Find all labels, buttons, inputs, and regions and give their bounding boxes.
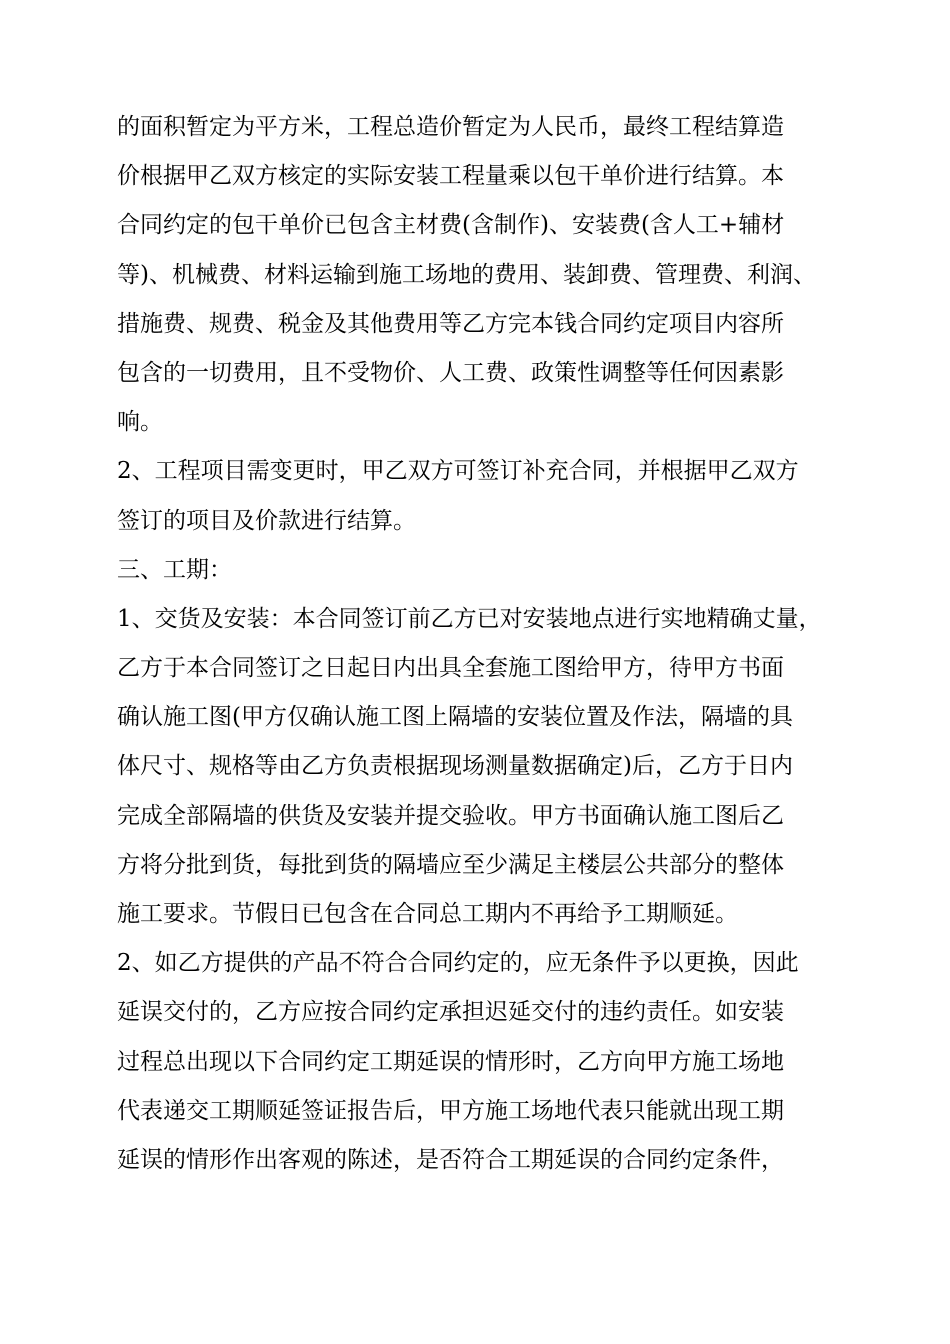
text-line: 1、交货及安装：本合同签订前乙方已对安装地点进行实地精确丈量，: [117, 605, 822, 632]
text-line: 2、如乙方提供的产品不符合合同约定的，应无条件予以更换，因此: [117, 950, 799, 977]
text-line: 施工要求。节假日已包含在合同总工期内不再给予工期顺延。: [117, 901, 738, 927]
text-line: 等)、机械费、材料运输到施工场地的费用、装卸费、管理费、利润、: [117, 261, 816, 288]
text-line: 合同约定的包干单价已包含主材费(含制作)、安装费(含人工+辅材: [117, 212, 785, 239]
text-line: 2、工程项目需变更时，甲乙双方可签订补充合同，并根据甲乙双方: [117, 458, 799, 485]
text-line: 措施费、规费、税金及其他费用等乙方完本钱合同约定项目内容所: [117, 310, 784, 337]
text-line: 的面积暂定为平方米，工程总造价暂定为人民币，最终工程结算造: [117, 114, 784, 140]
text-line: 确认施工图(甲方仅确认施工图上隔墙的安装位置及作法，隔墙的具: [117, 704, 793, 731]
text-line: 响。: [117, 409, 163, 436]
text-line: 乙方于本合同签订之日起日内出具全套施工图给甲方，待甲方书面: [117, 655, 784, 682]
document-body: [117, 103, 847, 1185]
text-line: 价根据甲乙双方核定的实际安装工程量乘以包干单价进行结算。本: [117, 163, 784, 190]
text-line: 延误的情形作出客观的陈述，是否符合工期延误的合同约定条件，: [117, 1146, 784, 1173]
text-line: 完成全部隔墙的供货及安装并提交验收。甲方书面确认施工图后乙: [117, 802, 784, 829]
text-line: 代表递交工期顺延签证报告后，甲方施工场地代表只能就出现工期: [117, 1097, 784, 1124]
text-line: 过程总出现以下合同约定工期延误的情形时，乙方向甲方施工场地: [117, 1048, 784, 1075]
text-line: 签订的项目及价款进行结算。: [117, 507, 416, 534]
section-heading: 三、工期：: [117, 556, 232, 583]
text-line: 包含的一切费用，且不受物价、人工费、政策性调整等任何因素影: [117, 359, 784, 386]
text-line: 延误交付的，乙方应按合同约定承担迟延交付的违约责任。如安装: [117, 999, 784, 1026]
text-line: 方将分批到货，每批到货的隔墙应至少满足主楼层公共部分的整体: [117, 851, 784, 878]
text-line: 体尺寸、规格等由乙方负责根据现场测量数据确定)后，乙方于日内: [117, 753, 793, 780]
